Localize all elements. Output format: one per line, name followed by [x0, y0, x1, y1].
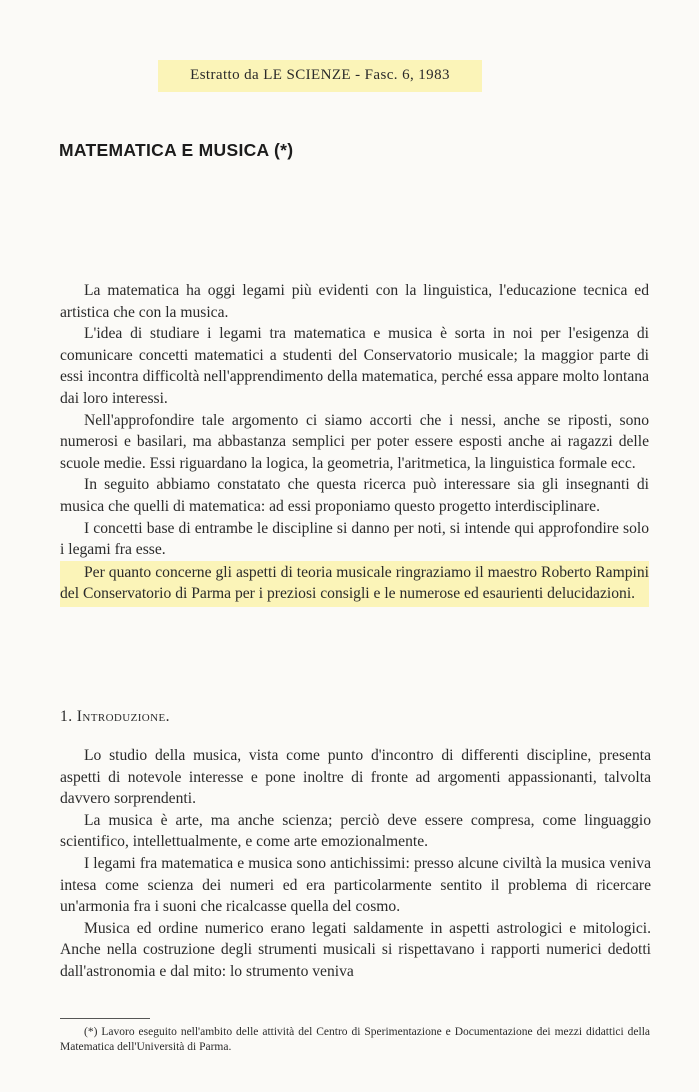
paragraph: La matematica ha oggi legami più evidenti con la linguistica, l'educazione tecnica ed artistica che con la musica. [60, 282, 649, 321]
paragraph: In seguito abbiamo constatato che questa ricerca può interessare sia gli insegnanti di musica che quelli di matematica: ad essi proponiamo questo progetto interdisciplinare. [60, 476, 649, 515]
paragraph: Musica ed ordine numerico erano legati saldamente in aspetti astrologici e mitologici. Anche nella costruzione degli strumenti musicali si rispettavano i rapporti numerici dedotti dall'astronomia e dal mito: lo strumento veniva [60, 919, 651, 980]
intro-body [60, 280, 649, 607]
paragraph: L'idea di studiare i legami tra matematica e musica è sorta in noi per l'esigenza di comunicare concetti matematici a studenti del Conservatorio musicale; la maggior parte di essi incontra difficoltà nell'apprendimento della matematica, perché essa appare molto lontana dai loro interessi. [60, 325, 649, 407]
paragraph: La musica è arte, ma anche scienza; perciò deve essere compresa, come linguaggio scientifico, intellettualmente, e come arte emozionalmente. [60, 811, 651, 851]
footnote-line: (*) Lavoro eseguito nell'ambito delle attività del Centro di Sperimentazione e Documentazione dei [84, 1026, 551, 1038]
section-body [60, 745, 651, 983]
paragraph: Lo studio della musica, vista come punto d'incontro di differenti discipline, presenta aspetti di notevole interesse e pone inoltre di fronte ad argomenti appassionanti, talvolta davvero sorprendenti. [60, 747, 651, 808]
paragraph: Nell'approfondire tale argomento ci siamo accorti che i nessi, anche se riposti, sono numerosi e basilari, ma abbastanza semplici per poter essere esposti anche ai ragazzi delle scuole medie. Essi riguardano la logica, la geometria, l'aritmetica, la linguistica formale ecc. [60, 411, 649, 472]
acknowledgement-paragraph: Per quanto concerne gli aspetti di teoria musicale ringraziamo il maestro Roberto Rampini del Conservatorio di Parma per i preziosi consigli e le numerose ed esaurienti delucidazioni. [60, 561, 649, 607]
footnote [60, 1025, 650, 1055]
article-title: MATEMATICA E MUSICA (*) [59, 140, 294, 160]
footnote-line: mezzi didattici della Matematica dell'Università di Parma. [60, 1026, 650, 1053]
paragraph: I concetti base di entrambe le discipline si danno per noti, si intende qui approfondire solo i legami fra esse. [60, 519, 649, 559]
section-heading: 1. Introduzione. [60, 708, 170, 725]
source-citation: Estratto da LE SCIENZE - Fasc. 6, 1983 [158, 60, 482, 92]
footnote-rule [60, 1018, 150, 1019]
paragraph: I legami fra matematica e musica sono antichissimi: presso alcune civiltà la musica veniva intesa come scienza dei numeri ed era particolarmente sentito il problema di ricercare un'armonia fra i suoni che ricalcasse quella del cosmo. [60, 854, 651, 916]
